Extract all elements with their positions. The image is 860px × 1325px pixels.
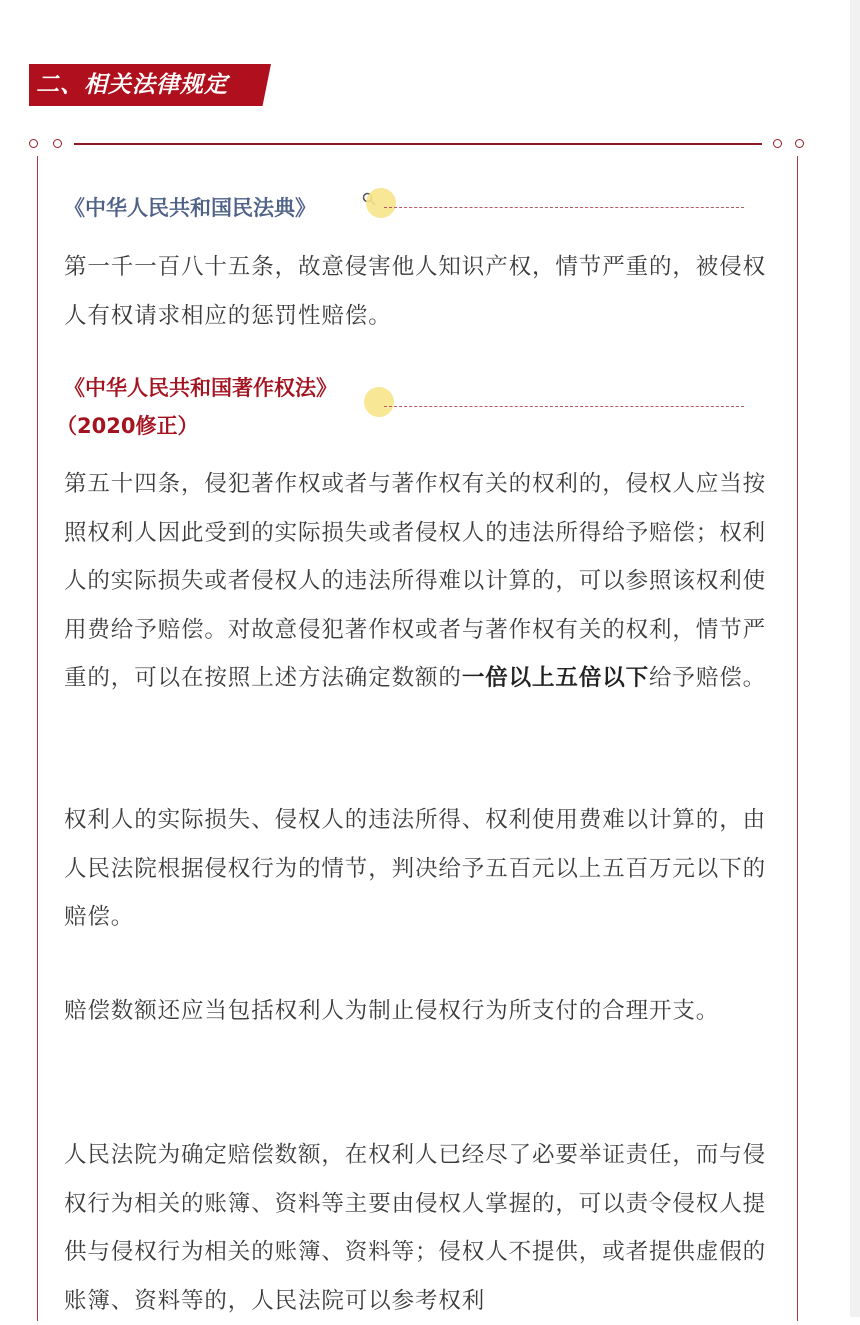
frame-left-line (37, 156, 38, 1321)
right-edge-strip (850, 0, 860, 1317)
law2-p1-text-end: 给予赔偿。 (649, 665, 767, 691)
law2-article-para-2: 权利人的实际损失、侵权人的违法所得、权利使用费难以计算的，由人民法院根据侵权行为的情节，判决给予五百元以上五百万元以下的赔偿。 (64, 807, 767, 930)
title-dotted-line-2 (384, 406, 744, 407)
law2-subtitle: （2020修正） (56, 414, 199, 438)
frame-circle-right-2 (795, 139, 804, 148)
frame-top-line (74, 143, 762, 145)
law2-title: 《中华人民共和国著作权法》 (64, 376, 337, 400)
frame-right-line (797, 156, 798, 1321)
law2-p1-emphasis: 一倍以上五倍以下 (461, 665, 650, 691)
highlight-marker-1 (366, 188, 396, 218)
law2-article-para-1 (64, 460, 774, 703)
highlight-marker-2 (364, 387, 394, 417)
law2-p1-text: 第五十四条，侵犯著作权或者与著作权有关的权利的，侵权人应当按照权利人因此受到的实际损失或者侵权人的违法所得给予赔偿；权利人的实际损失或者侵权人的违法所得难以计算的，可以参照该权利使用费给予赔偿。对故意侵犯著作权或者与著作权有关的权利，情节严重的，可以在按照上述方法确定数额的 (64, 471, 767, 691)
law2-article-para-4: 人民法院为确定赔偿数额，在权利人已经尽了必要举证责任，而与侵权行为相关的账簿、资料等主要由侵权人掌握的，可以责令侵权人提供与侵权行为相关的账簿、资料等；侵权人不提供，或者提供虚假的账簿、资料等的，人民法院可以参考权利 (64, 1142, 767, 1314)
frame-circle-left-2 (53, 139, 62, 148)
law2-article-para-3: 赔偿数额还应当包括权利人为制止侵权行为所支付的合理开支。 (64, 998, 720, 1024)
law1-title: 《中华人民共和国民法典》 (64, 196, 316, 220)
law1-article: 第一千一百八十五条，故意侵害他人知识产权，情节严重的，被侵权人有权请求相应的惩罚性赔偿。 (64, 254, 767, 329)
frame-circle-left-1 (29, 139, 38, 148)
title-dotted-line-1 (384, 207, 744, 208)
section-title: 二、相关法律规定 (36, 72, 228, 98)
frame-circle-right-1 (773, 139, 782, 148)
